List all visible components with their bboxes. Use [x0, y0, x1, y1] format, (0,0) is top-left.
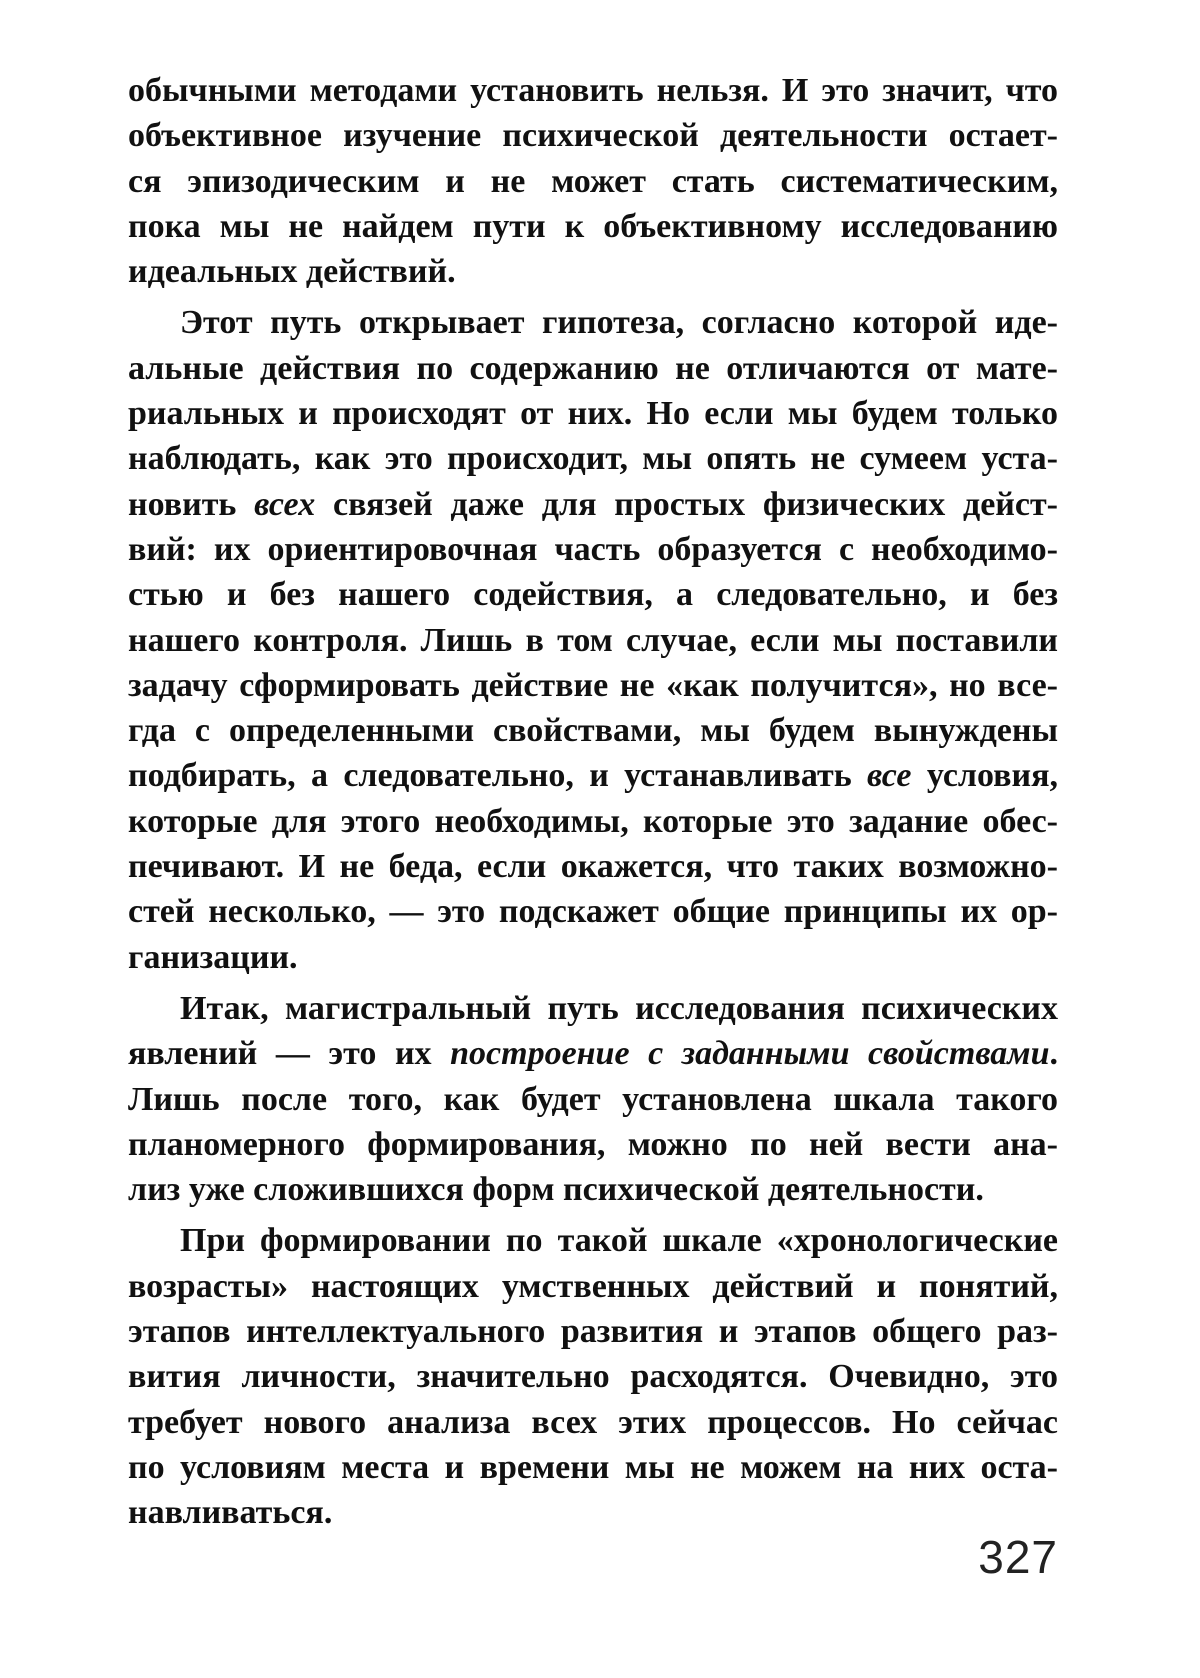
text-segment: новить [128, 485, 255, 523]
text-line [128, 1445, 1058, 1490]
text-segment: обычными методами установить нельзя. И это значит, что [128, 72, 1058, 109]
text-line [128, 844, 1058, 889]
text-line [128, 889, 1058, 934]
text-line [128, 204, 1058, 249]
text-segment: . [1049, 1035, 1058, 1073]
text-line [128, 753, 1058, 798]
text-segment: нашего контроля. Лишь в том случае, если мы поставили [128, 621, 1058, 659]
text-line [128, 482, 1058, 527]
text-line [128, 1400, 1058, 1445]
text-segment: стей несколько, — это подскажет общие принципы их ор- [128, 893, 1058, 931]
emphasized-text: всех [254, 485, 316, 523]
text-segment: связей даже для простых физических дейст- [315, 485, 1058, 523]
text-segment: пока мы не найдем пути к объективному исследованию [128, 207, 1058, 245]
text-segment: объективное изучение психической деятельности остает- [128, 117, 1058, 155]
text-segment: по условиям места и времени мы не можем на них оста- [128, 1448, 1058, 1486]
text-segment: риальных и происходят от них. Но если мы будем только [128, 395, 1058, 433]
text-line [128, 1218, 1058, 1263]
text-segment: ся эпизодическим и не может стать систематическим, [128, 162, 1058, 200]
text-line [128, 1354, 1058, 1399]
text-segment: этапов интеллектуального развития и этапов общего раз- [128, 1313, 1058, 1351]
text-line [128, 572, 1058, 617]
text-line [128, 1077, 1058, 1122]
text-segment: печивают. И не беда, если окажется, что таких возможно- [128, 848, 1058, 886]
text-segment: условия, [911, 757, 1058, 795]
paragraph [128, 1218, 1058, 1535]
body-text [128, 68, 1058, 1542]
text-segment: подбирать, а следовательно, и устанавливать [128, 757, 868, 795]
text-line [128, 986, 1058, 1031]
text-segment: требует нового анализа всех этих процессов. Но сейчас [128, 1403, 1058, 1441]
paragraph [128, 300, 1058, 979]
text-line [128, 799, 1058, 844]
text-segment: Этот путь открывает гипотеза, согласно которой иде- [180, 304, 1058, 342]
text-segment: навливаться. [128, 1494, 333, 1532]
text-segment: наблюдать, как это происходит, мы опять не сумеем уста- [128, 440, 1058, 478]
text-line [128, 618, 1058, 663]
text-segment: При формировании по такой шкале «хронологические [180, 1222, 1058, 1260]
text-line [128, 391, 1058, 436]
text-segment: лиз уже сложившихся форм психической деятельности. [128, 1171, 984, 1209]
text-segment: которые для этого необходимы, которые это задание обес- [128, 802, 1058, 840]
paragraph [128, 68, 1058, 294]
text-line [128, 527, 1058, 572]
text-segment: вития личности, значительно расходятся. Очевидно, это [128, 1358, 1058, 1396]
text-segment: Лишь после того, как будет установлена шкала такого [128, 1080, 1058, 1118]
text-line [128, 436, 1058, 481]
paragraph [128, 986, 1058, 1212]
text-line [128, 68, 1058, 113]
text-segment: задачу сформировать действие не «как получится», но все- [128, 666, 1058, 704]
text-segment: альные действия по содержанию не отличаются от мате- [128, 349, 1058, 387]
emphasized-text: все [867, 757, 912, 795]
text-line [128, 1031, 1058, 1076]
text-line [128, 300, 1058, 345]
text-line [128, 1264, 1058, 1309]
emphasized-text: построение с заданными свойствами [450, 1035, 1050, 1073]
text-segment: явлений — это их [128, 1035, 451, 1073]
text-line [128, 159, 1058, 204]
text-segment: ганизации. [128, 938, 298, 976]
text-segment: гда с определенными свойствами, мы будем вынуждены [128, 712, 1058, 750]
text-segment: идеальных действий. [128, 253, 456, 291]
text-line [128, 935, 1058, 980]
text-line [128, 663, 1058, 708]
text-segment: планомерного формирования, можно по ней вести ана- [128, 1125, 1058, 1163]
text-segment: вий: их ориентировочная часть образуется с необходимо- [128, 530, 1058, 568]
text-line [128, 113, 1058, 158]
text-segment: возрасты» настоящих умственных действий и понятий, [128, 1267, 1058, 1305]
text-line [128, 249, 1058, 294]
text-line [128, 346, 1058, 391]
text-segment: Итак, магистральный путь исследования психических [180, 989, 1058, 1027]
text-segment: стью и без нашего содействия, а следовательно, и без [128, 576, 1058, 614]
page-number: 327 [978, 1531, 1058, 1583]
text-line [128, 1167, 1058, 1212]
text-line [128, 708, 1058, 753]
text-line [128, 1309, 1058, 1354]
text-line [128, 1122, 1058, 1167]
text-line [128, 1490, 1058, 1535]
